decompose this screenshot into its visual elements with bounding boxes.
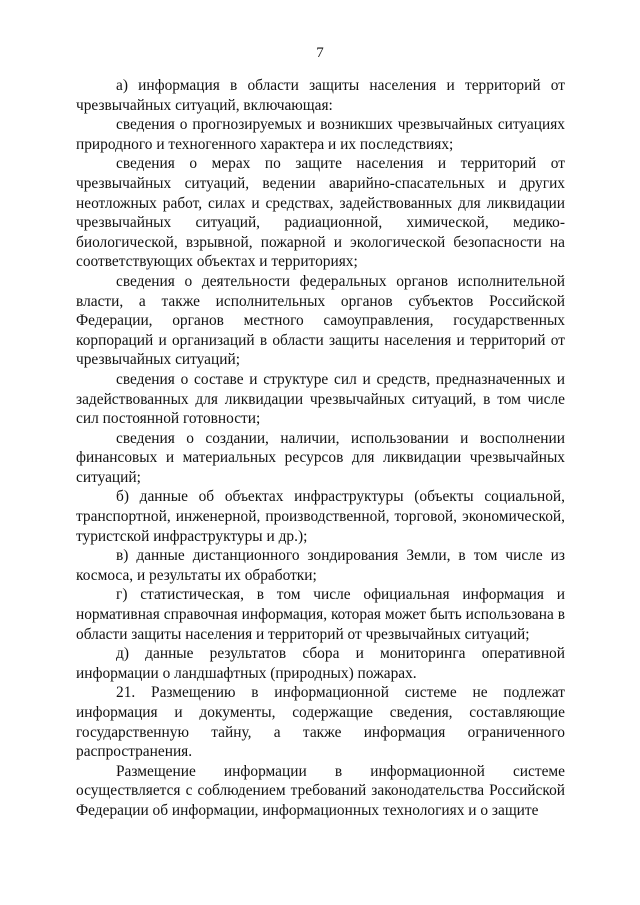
- page-number: 7: [316, 45, 324, 61]
- paragraph-forces-structure: сведения о составе и структуре сил и средств, предназначенных и задействованных для ликвидации чрезвычайных ситуаций, в том числе сил постоянной готовности;: [76, 370, 565, 428]
- paragraph-item-b: б) данные об объектах инфраструктуры (объекты социальной, транспортной, инженерной, производственной, торговой, экономической, туристской инфраструктуры и др.);: [76, 488, 565, 545]
- paragraph-item-v: в) данные дистанционного зондирования Земли, в том числе из космоса, и результаты их обработки;: [76, 547, 565, 584]
- paragraph-item-d: д) данные результатов сбора и мониторинга оперативной информации о ландшафтных (природных) пожарах.: [76, 645, 565, 682]
- document-body: [76, 76, 565, 821]
- paragraph-forecast-info: сведения о прогнозируемых и возникших чрезвычайных ситуациях природного и техногенного характера и их последствиях;: [76, 116, 565, 153]
- paragraph-placement: Размещение информации в информационной системе осуществляется с соблюдением требований законодательства Российской Федерации об информации, информационных технологиях и о защите: [76, 762, 565, 819]
- paragraph-item-a: а) информация в области защиты населения и территорий от чрезвычайных ситуаций, включающая:: [76, 77, 565, 114]
- paragraph-authorities-activity: сведения о деятельности федеральных органов исполнительной власти, а также исполнительных органов субъектов Российской Федерации, органов местного самоуправления, государственных корпораций и организаций в области защиты населения и территорий от чрезвычайных ситуаций;: [76, 272, 565, 369]
- paragraph-item-g: г) статистическая, в том числе официальная информация и нормативная справочная информация, которая может быть использована в области защиты населения и территорий от чрезвычайных ситуаций;: [76, 586, 565, 643]
- paragraph-clause-21: 21. Размещению в информационной системе не подлежат информация и документы, содержащие сведения, составляющие государственную тайну, а также информация ограниченного распространения.: [76, 684, 565, 761]
- paragraph-resources: сведения о создании, наличии, использовании и восполнении финансовых и материальных ресурсов для ликвидации чрезвычайных ситуаций;: [76, 429, 565, 486]
- paragraph-protection-measures: сведения о мерах по защите населения и территорий от чрезвычайных ситуаций, ведении аварийно-спасательных и других неотложных работ, силах и средствах, задействованных для ликвидации чрезвычайных ситуаций, радиационной, химической, медико-биологической, взрывной, пожарной и экологической безопасности на соответствующих объектах и территориях;: [76, 155, 565, 271]
